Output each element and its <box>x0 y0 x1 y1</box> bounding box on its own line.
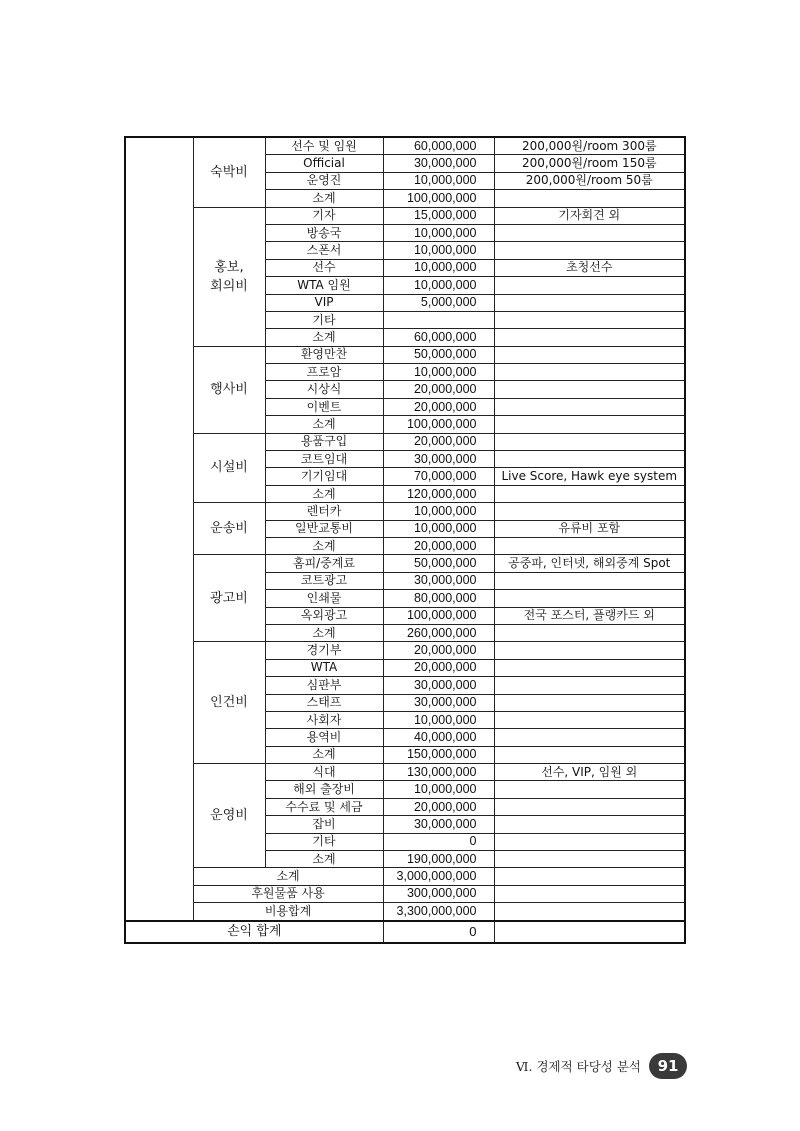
item-cell: 선수 및 임원 <box>265 137 383 155</box>
item-cell: 소계 <box>265 416 383 433</box>
summary-amount-cell: 3,300,000,000 <box>383 903 494 921</box>
summary-note-cell <box>494 885 685 902</box>
item-cell: 기타 <box>265 833 383 850</box>
note-cell: 공중파, 인터넷, 해외중계 Spot <box>494 555 685 572</box>
note-cell <box>494 416 685 433</box>
item-cell: 시상식 <box>265 381 383 398</box>
item-cell: 방송국 <box>265 224 383 241</box>
category-cell <box>193 433 265 503</box>
amount-cell: 10,000,000 <box>383 224 494 241</box>
note-cell: 200,000원/room 150룸 <box>494 155 685 172</box>
item-cell: 인쇄물 <box>265 590 383 607</box>
note-cell <box>494 329 685 346</box>
note-cell: 전국 포스터, 플랭카드 외 <box>494 607 685 624</box>
table-row <box>125 503 685 520</box>
amount-cell: 10,000,000 <box>383 781 494 798</box>
note-cell <box>494 503 685 520</box>
note-cell <box>494 781 685 798</box>
note-cell <box>494 294 685 311</box>
note-cell <box>494 311 685 328</box>
item-cell: 옥외광고 <box>265 607 383 624</box>
note-cell <box>494 746 685 763</box>
note-cell: 200,000원/room 300룸 <box>494 137 685 155</box>
table-row <box>125 764 685 781</box>
category-cell <box>193 346 265 433</box>
item-cell: VIP <box>265 294 383 311</box>
item-cell: 일반교통비 <box>265 520 383 537</box>
budget-table <box>124 136 686 944</box>
category-cell <box>193 137 265 207</box>
note-cell <box>494 242 685 259</box>
amount-cell: 100,000,000 <box>383 416 494 433</box>
amount-cell: 150,000,000 <box>383 746 494 763</box>
note-cell <box>494 572 685 589</box>
summary-label-cell: 소계 <box>193 868 383 885</box>
note-cell <box>494 659 685 676</box>
item-cell: 기타 <box>265 311 383 328</box>
outer-blank-cell <box>125 137 193 921</box>
amount-cell: 120,000,000 <box>383 485 494 502</box>
item-cell: 코트임대 <box>265 451 383 468</box>
note-cell <box>494 694 685 711</box>
item-cell: 소계 <box>265 190 383 207</box>
note-cell <box>494 677 685 694</box>
table-row <box>125 555 685 572</box>
item-cell: 소계 <box>265 537 383 554</box>
note-cell <box>494 624 685 641</box>
category-cell <box>193 764 265 868</box>
category-cell <box>193 642 265 764</box>
amount-cell: 80,000,000 <box>383 590 494 607</box>
table-row <box>125 207 685 224</box>
item-cell: 식대 <box>265 764 383 781</box>
amount-cell: 5,000,000 <box>383 294 494 311</box>
amount-cell: 15,000,000 <box>383 207 494 224</box>
category-label: 시설비 <box>210 460 248 476</box>
item-cell: 심판부 <box>265 677 383 694</box>
item-cell: 경기부 <box>265 642 383 659</box>
category-cell <box>193 555 265 642</box>
item-cell: 프로암 <box>265 364 383 381</box>
amount-cell: 190,000,000 <box>383 851 494 868</box>
amount-cell: 100,000,000 <box>383 190 494 207</box>
category-label: 인건비 <box>210 695 248 711</box>
item-cell: 기자 <box>265 207 383 224</box>
page-number-badge: 91 <box>649 1053 687 1079</box>
item-cell: 스태프 <box>265 694 383 711</box>
item-cell: 스폰서 <box>265 242 383 259</box>
amount-cell: 60,000,000 <box>383 137 494 155</box>
item-cell: 사회자 <box>265 711 383 728</box>
amount-cell: 30,000,000 <box>383 816 494 833</box>
note-cell <box>494 798 685 815</box>
note-cell <box>494 590 685 607</box>
summary-amount-cell: 300,000,000 <box>383 885 494 902</box>
summary-amount-cell: 3,000,000,000 <box>383 868 494 885</box>
footer-section-title: Ⅵ. 경제적 타당성 분석 <box>515 1059 641 1074</box>
item-cell: 운영진 <box>265 172 383 189</box>
item-cell: 소계 <box>265 624 383 641</box>
item-cell: 코트광고 <box>265 572 383 589</box>
amount-cell: 20,000,000 <box>383 642 494 659</box>
table-row <box>125 346 685 363</box>
amount-cell: 50,000,000 <box>383 555 494 572</box>
table-row <box>125 137 685 155</box>
item-cell: WTA 임원 <box>265 277 383 294</box>
category-label: 운송비 <box>210 521 248 537</box>
amount-cell: 20,000,000 <box>383 398 494 415</box>
category-cell <box>193 503 265 555</box>
note-cell: 기자회견 외 <box>494 207 685 224</box>
category-label: 행사비 <box>210 382 248 398</box>
item-cell: 소계 <box>265 485 383 502</box>
amount-cell: 10,000,000 <box>383 172 494 189</box>
table-row <box>125 433 685 450</box>
note-cell: 초청선수 <box>494 259 685 276</box>
item-cell: 수수료 및 세금 <box>265 798 383 815</box>
amount-cell: 100,000,000 <box>383 607 494 624</box>
category-label: 숙박비 <box>210 164 248 180</box>
amount-cell: 10,000,000 <box>383 520 494 537</box>
amount-cell: 10,000,000 <box>383 277 494 294</box>
amount-cell: 30,000,000 <box>383 694 494 711</box>
note-cell <box>494 433 685 450</box>
note-cell <box>494 642 685 659</box>
item-cell: WTA <box>265 659 383 676</box>
summary-row <box>125 868 685 885</box>
item-cell: 기기임대 <box>265 468 383 485</box>
table-row <box>125 642 685 659</box>
budget-body <box>125 137 685 943</box>
amount-cell: 40,000,000 <box>383 729 494 746</box>
amount-cell: 260,000,000 <box>383 624 494 641</box>
category-label: 운영비 <box>210 808 248 824</box>
amount-cell: 50,000,000 <box>383 346 494 363</box>
amount-cell: 30,000,000 <box>383 451 494 468</box>
amount-cell: 30,000,000 <box>383 155 494 172</box>
item-cell: 이벤트 <box>265 398 383 415</box>
note-cell <box>494 224 685 241</box>
final-label-cell: 손익 합계 <box>125 921 383 943</box>
note-cell <box>494 851 685 868</box>
amount-cell: 20,000,000 <box>383 798 494 815</box>
summary-row <box>125 903 685 921</box>
item-cell: 홈피/중계료 <box>265 555 383 572</box>
summary-row <box>125 885 685 902</box>
note-cell <box>494 277 685 294</box>
note-cell <box>494 451 685 468</box>
item-cell: 용품구입 <box>265 433 383 450</box>
amount-cell: 130,000,000 <box>383 764 494 781</box>
item-cell: 소계 <box>265 329 383 346</box>
category-label: 광고비 <box>210 590 248 606</box>
summary-note-cell <box>494 903 685 921</box>
note-cell <box>494 729 685 746</box>
note-cell <box>494 398 685 415</box>
note-cell <box>494 364 685 381</box>
item-cell: 잡비 <box>265 816 383 833</box>
amount-cell: 20,000,000 <box>383 659 494 676</box>
final-amount-cell: 0 <box>383 921 494 943</box>
note-cell: Live Score, Hawk eye system <box>494 468 685 485</box>
item-cell: Official <box>265 155 383 172</box>
page-footer <box>512 1052 687 1080</box>
amount-cell: 30,000,000 <box>383 572 494 589</box>
note-cell <box>494 346 685 363</box>
item-cell: 용역비 <box>265 729 383 746</box>
note-cell <box>494 816 685 833</box>
amount-cell: 30,000,000 <box>383 677 494 694</box>
amount-cell: 10,000,000 <box>383 242 494 259</box>
note-cell: 200,000원/room 50룸 <box>494 172 685 189</box>
amount-cell: 10,000,000 <box>383 503 494 520</box>
note-cell <box>494 537 685 554</box>
amount-cell: 20,000,000 <box>383 381 494 398</box>
item-cell: 해외 출장비 <box>265 781 383 798</box>
amount-cell: 10,000,000 <box>383 364 494 381</box>
note-cell <box>494 190 685 207</box>
summary-label-cell: 비용합계 <box>193 903 383 921</box>
amount-cell: 10,000,000 <box>383 259 494 276</box>
note-cell <box>494 833 685 850</box>
category-label: 홍보, 회의비 <box>210 259 248 294</box>
amount-cell: 70,000,000 <box>383 468 494 485</box>
amount-cell: 20,000,000 <box>383 433 494 450</box>
item-cell: 선수 <box>265 259 383 276</box>
final-total-row <box>125 921 685 943</box>
note-cell <box>494 485 685 502</box>
note-cell: 선수, VIP, 임원 외 <box>494 764 685 781</box>
item-cell: 환영만찬 <box>265 346 383 363</box>
summary-note-cell <box>494 868 685 885</box>
item-cell: 소계 <box>265 851 383 868</box>
amount-cell: 10,000,000 <box>383 711 494 728</box>
note-cell <box>494 381 685 398</box>
note-cell: 유류비 포함 <box>494 520 685 537</box>
item-cell: 렌터카 <box>265 503 383 520</box>
note-cell <box>494 711 685 728</box>
amount-cell: 60,000,000 <box>383 329 494 346</box>
final-note-cell <box>494 921 685 943</box>
category-cell <box>193 207 265 346</box>
item-cell: 소계 <box>265 746 383 763</box>
amount-cell <box>383 311 494 328</box>
amount-cell: 20,000,000 <box>383 537 494 554</box>
amount-cell: 0 <box>383 833 494 850</box>
summary-label-cell: 후원물품 사용 <box>193 885 383 902</box>
